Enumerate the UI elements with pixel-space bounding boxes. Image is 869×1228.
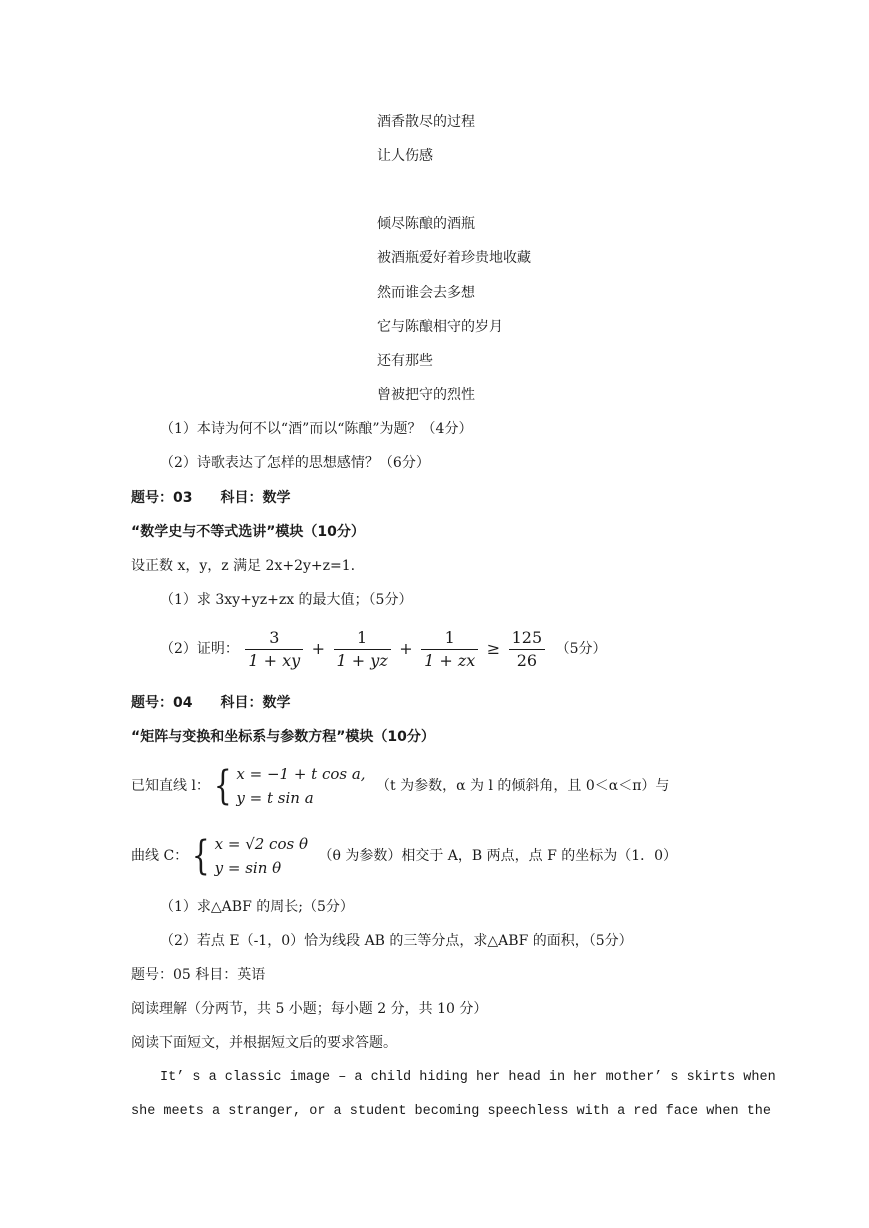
fraction: $\frac{1}{1 + yz}$: [334, 627, 391, 672]
poem-line: 让人伤感: [377, 148, 433, 164]
question-label: （2）证明：: [160, 641, 239, 657]
question-text: （2）若点 E（-1，0）恰为线段 AB 的三等分点，求△ABF 的面积，（5分）: [160, 933, 633, 949]
instruction: 阅读下面短文，并根据短文后的要求答题。: [131, 1035, 397, 1051]
question-text: （1）求△ABF 的周长;（5分）: [160, 899, 354, 915]
passage-line: she meets a stranger, or a student becoming speechless with a red face when the: [131, 1104, 772, 1119]
problem-header: 题号：04 科目：数学: [131, 695, 291, 711]
inequality-proof: （2）证明： $\frac{3}{1 + xy}$ + $\frac{1}{1 + yz}$ + $\frac{1}{1 + zx}$ ≥ $\frac{125}{26}$ （5分）: [160, 627, 607, 670]
passage-line: It’ s a classic image – a child hiding her head in her mother’ s skirts when: [160, 1070, 776, 1085]
question-text: （2）诗歌表达了怎样的思想感情？（6分）: [160, 455, 430, 471]
module-title: “数学史与不等式选讲”模块（10分）: [131, 524, 365, 540]
fraction: $\frac{3}{1 + xy}$: [245, 627, 303, 672]
fraction: $\frac{125}{26}$: [509, 627, 546, 672]
section-title: 阅读理解（分两节，共 5 小题；每小题 2 分，共 10 分）: [131, 1001, 488, 1017]
poem-line: 它与陈酿相守的岁月: [377, 319, 503, 335]
question-text: （1）本诗为何不以“酒”而以“陈酿”为题？（4分）: [160, 421, 473, 437]
poem-line: 被酒瓶爱好着珍贵地收藏: [377, 250, 531, 266]
poem-line: 酒香散尽的过程: [377, 114, 475, 130]
problem-header: 题号：05 科目：英语: [131, 967, 266, 983]
problem-intro: 设正数 x，y，z 满足 2x+2y+z=1.: [131, 558, 356, 574]
poem-line: 倾尽陈酿的酒瓶: [377, 216, 475, 232]
poem-line: 然而谁会去多想: [377, 285, 475, 301]
question-text: （1）求 3xy+yz+zx 的最大值；（5分）: [160, 592, 413, 608]
line-equation: 已知直线 l：{ x = −1 + t cos a, y = t sin a （t 为参数，α 为 l 的倾斜角，且 0＜α＜π）与: [131, 763, 670, 809]
problem-header: 题号：03 科目：数学: [131, 490, 291, 506]
fraction: $\frac{1}{1 + zx}$: [421, 627, 478, 672]
curve-equation: 曲线 C：{ x = √2 cos θ y = sin θ （θ 为参数）相交于 A，B 两点，点 F 的坐标为（1．0）: [131, 833, 678, 879]
poem-line: 还有那些: [377, 353, 433, 369]
module-title: “矩阵与变换和坐标系与参数方程”模块（10分）: [131, 729, 435, 745]
poem-line: 曾被把守的烈性: [377, 387, 475, 403]
